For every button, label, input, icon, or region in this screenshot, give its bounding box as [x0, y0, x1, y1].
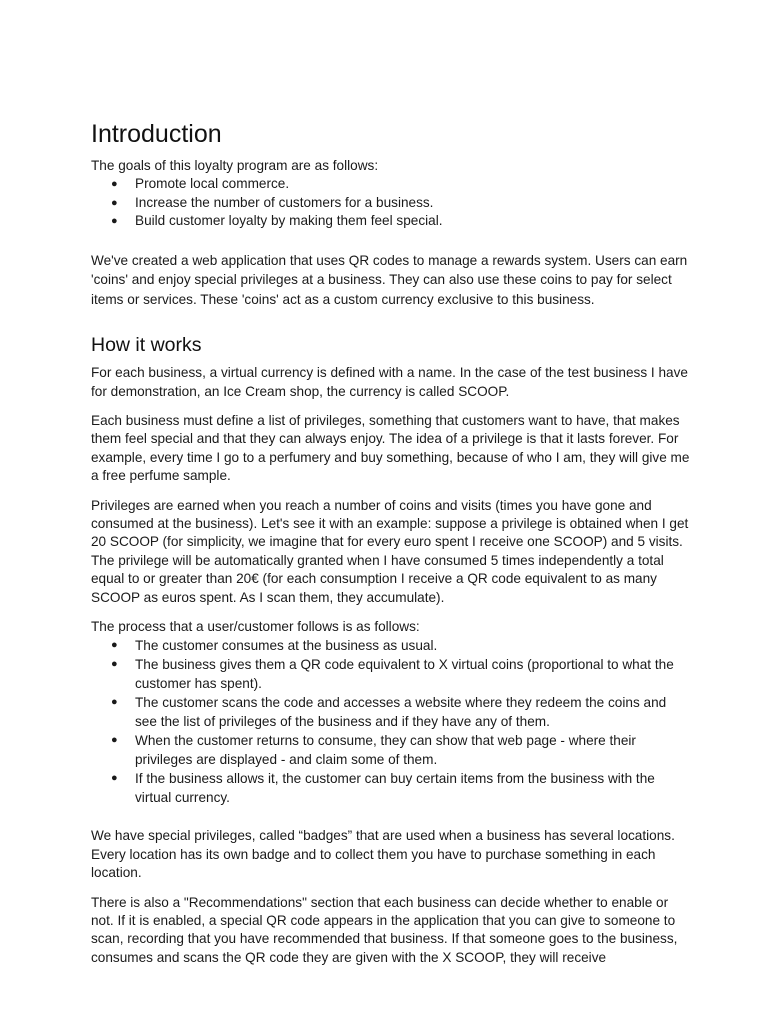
badges-paragraph: We have special privileges, called “badges” that are used when a business has several locations. Every location has its own badge and to collect them you have to purchase something in each location.: [91, 828, 675, 881]
introduction-heading: Introduction: [91, 120, 222, 148]
process-steps-list: [91, 636, 691, 807]
goals-list: [91, 175, 691, 230]
how-it-works-heading: How it works: [91, 334, 202, 357]
bullet-icon: ●: [111, 658, 118, 671]
process-lead: The process that a user/customer follows is as follows:: [91, 619, 420, 634]
list-item: ● Build customer loyalty by making them feel special.: [91, 212, 691, 230]
list-item: ● The customer consumes at the business as usual.: [111, 638, 438, 654]
list-item: ● The customer scans the code and accesses a website where they redeem the coins and see the list of privileges of the business and if they have any of them.: [111, 695, 667, 730]
document-body: [91, 118, 691, 967]
bullet-icon: ●: [111, 639, 118, 652]
how-paragraph-1: For each business, a virtual currency is defined with a name. In the case of the test business I have for demonstration, an Ice Cream shop, the currency is called SCOOP.: [91, 365, 688, 399]
bullet-icon: ●: [111, 178, 118, 191]
how-paragraph-3: Privileges are earned when you reach a number of coins and visits (times you have gone and consumed at the business). Let's see it with an example: suppose a privilege is obtained when I get 20 SCOOP (for simplicity, we imagine that for every euro spent I receive one SCOOP) and 5 visits. The privilege will be automatically granted when I have consumed 5 times independently a total equal to or greater than 20€ (for each consumption I receive a QR code equivalent to as many SCOOP as euros spent. As I scan them, they accumulate).: [91, 497, 689, 605]
list-item: ● When the customer returns to consume, they can show that web page - where their privileges are displayed - and claim some of them.: [111, 733, 636, 768]
list-item: ● Increase the number of customers for a business.: [91, 194, 691, 212]
list-item: ● If the business allows it, the customer can buy certain items from the business with the virtual currency.: [111, 771, 655, 806]
how-paragraph-2: Each business must define a list of privileges, something that customers want to have, that makes them feel special and that they can always enjoy. The idea of a privilege is that it lasts forever. For example, every time I go to a perfumery and buy something, because of who I am, they will give me a free perfume sample.: [91, 412, 690, 484]
intro-paragraph: We've created a web application that uses QR codes to manage a rewards system. Users can earn 'coins' and enjoy special privileges at a business. They can also use these coins to pay for select items or services. These 'coins' act as a custom currency exclusive to this business.: [91, 252, 688, 307]
list-item: ● Promote local commerce.: [91, 175, 691, 193]
bullet-icon: ●: [111, 734, 118, 747]
bullet-icon: ●: [111, 772, 118, 785]
bullet-icon: ●: [111, 215, 118, 228]
recommendations-paragraph: There is also a "Recommendations" section that each business can decide whether to enable or not. If it is enabled, a special QR code appears in the application that you can give to someone to scan, recording that you have recommended that business. If that someone goes to the business, consumes and scans the QR code they are given with the X SCOOP, they will receive: [91, 894, 678, 965]
goals-lead: The goals of this loyalty program are as follows:: [91, 158, 379, 173]
bullet-icon: ●: [111, 696, 118, 709]
list-item: ● The business gives them a QR code equivalent to X virtual coins (proportional to what the customer has spent).: [111, 657, 674, 692]
bullet-icon: ●: [111, 196, 118, 209]
